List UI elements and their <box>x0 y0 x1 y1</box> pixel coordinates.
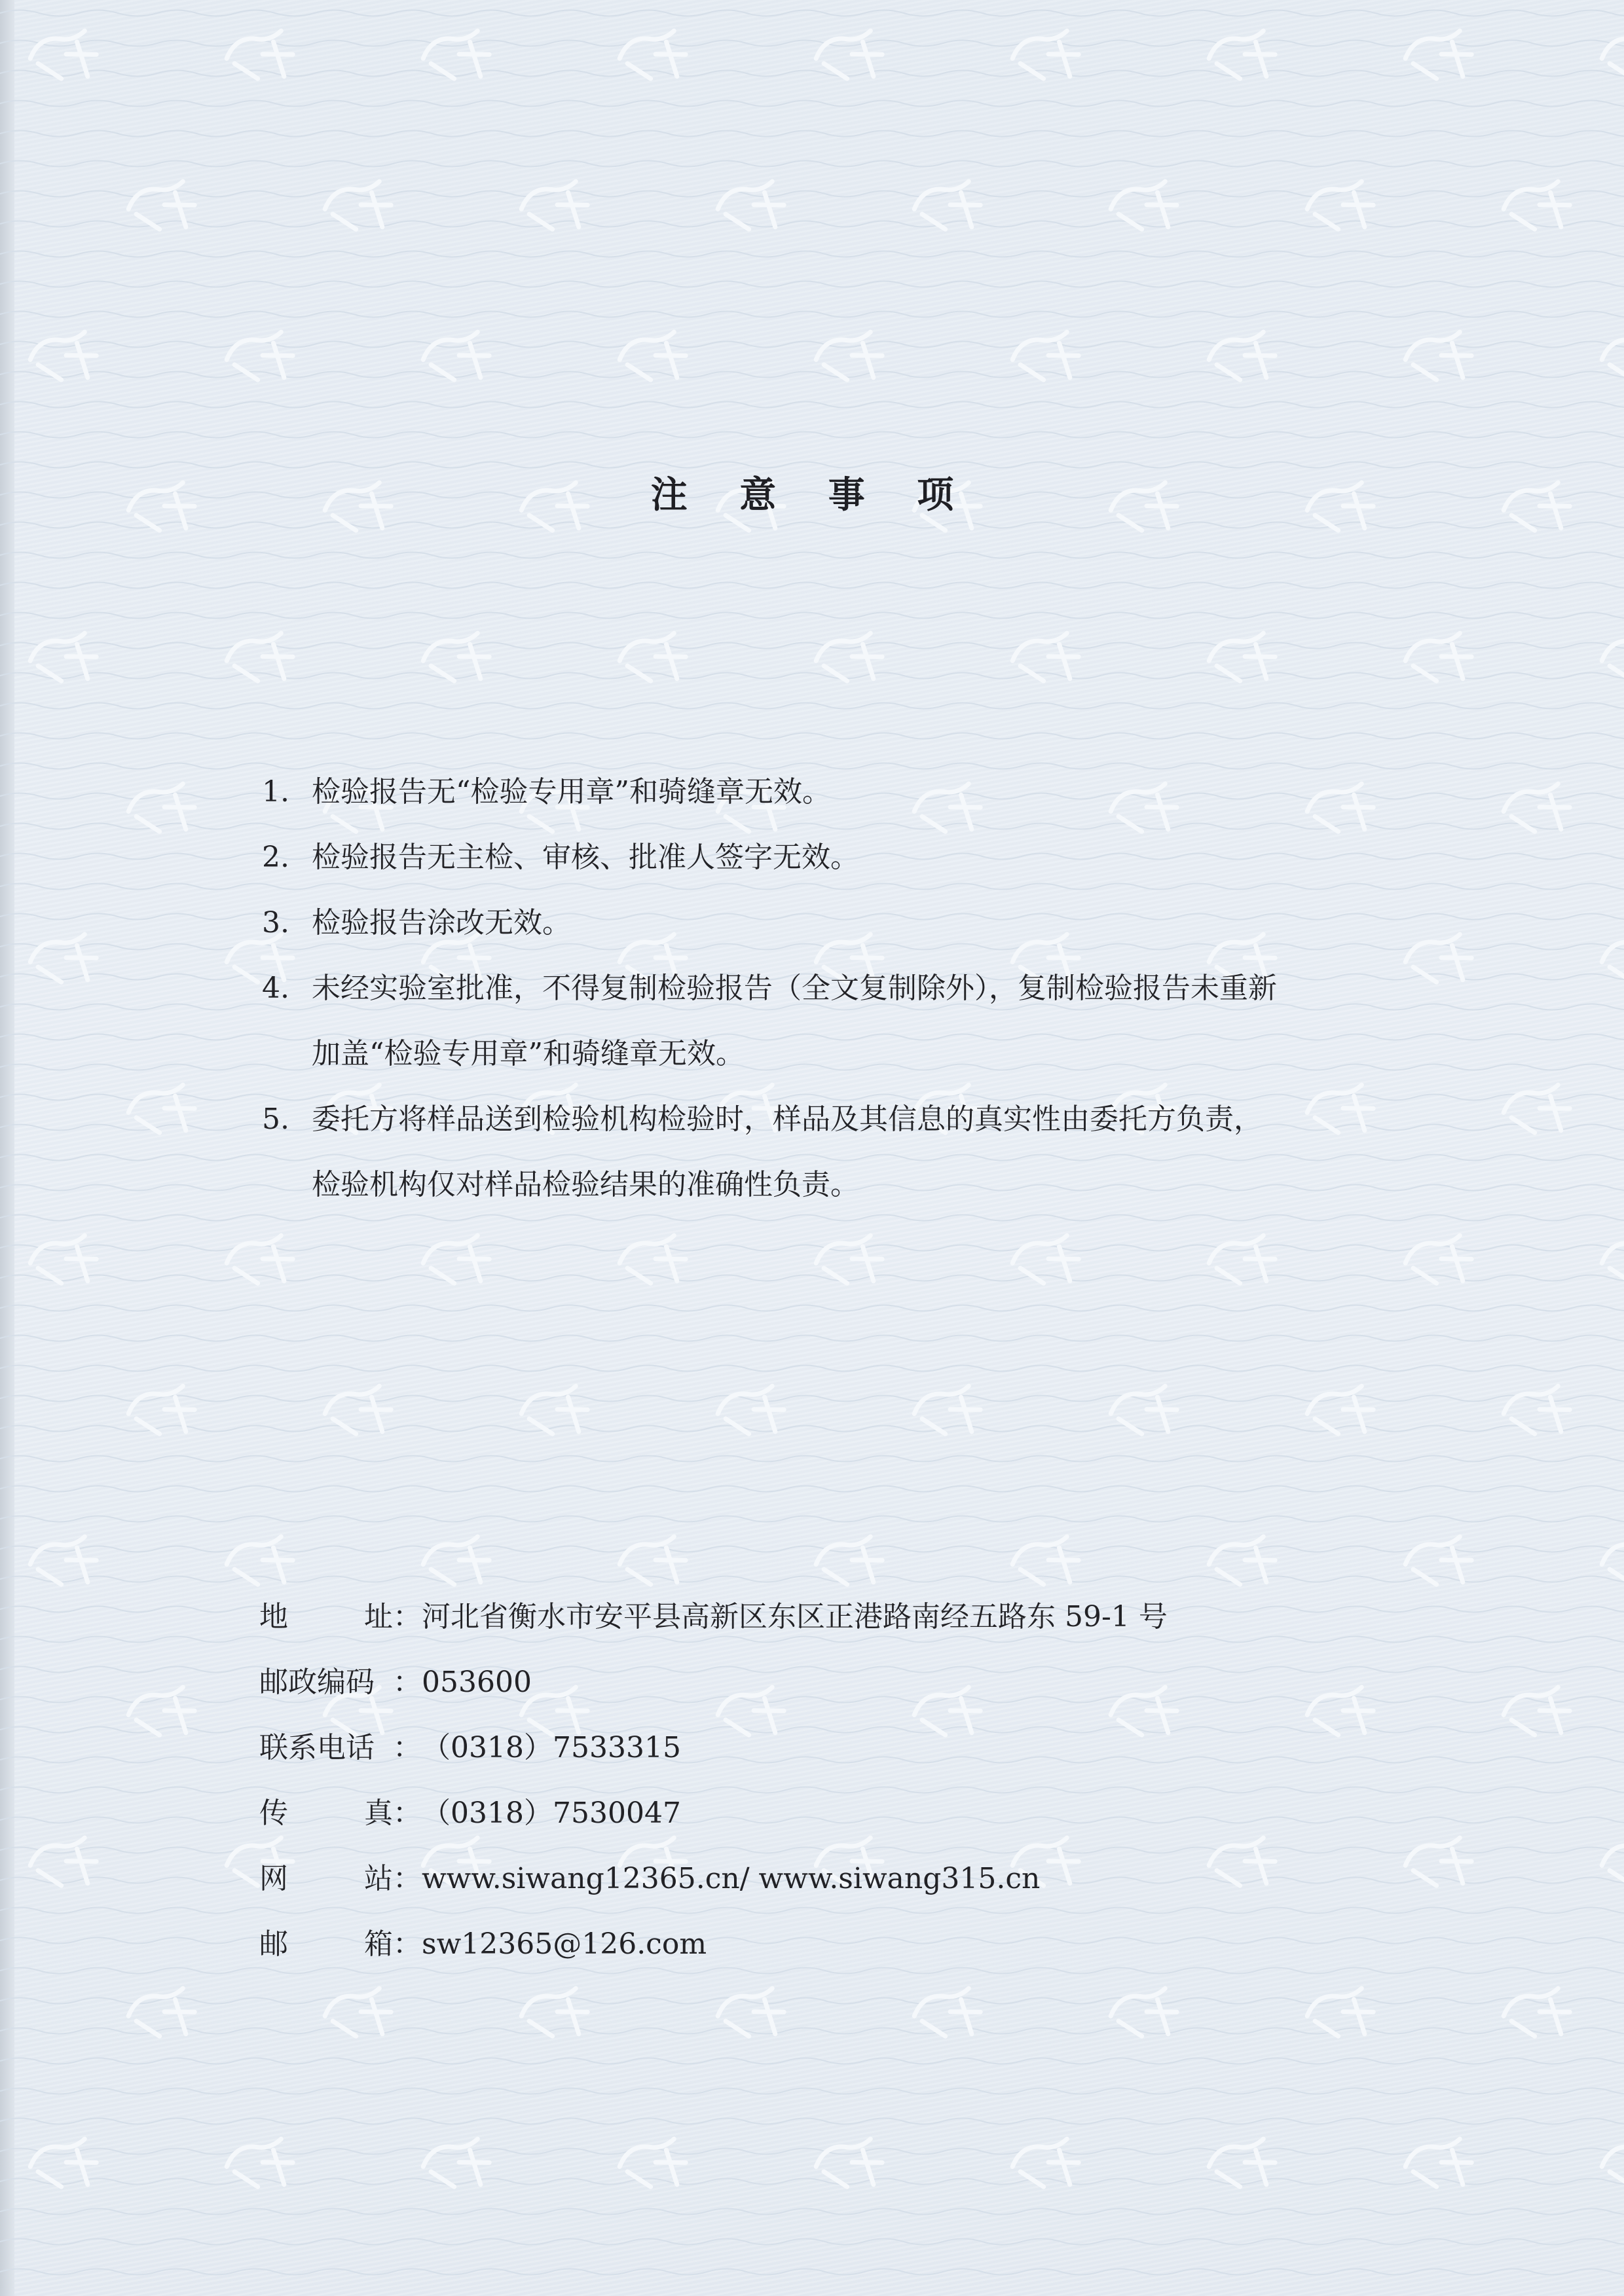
watermark-emblem-icon <box>1009 632 1082 689</box>
contact-label: 地 址： <box>259 1600 422 1633</box>
contact-website <box>259 1846 1438 1912</box>
contact-address <box>259 1584 1438 1650</box>
watermark-emblem-icon <box>616 331 690 388</box>
watermark-emblem-icon <box>813 2138 886 2195</box>
watermark-emblem-icon <box>1206 2138 1279 2195</box>
watermark-emblem-icon <box>1500 180 1574 238</box>
watermark-emblem-icon <box>1107 1385 1181 1442</box>
watermark-wave-line <box>0 191 1624 197</box>
contact-postcode <box>259 1650 1438 1715</box>
watermark-emblem-icon <box>420 331 493 388</box>
watermark-wave-line <box>0 583 1624 589</box>
note-number: 1. <box>262 775 289 809</box>
watermark-emblem-icon <box>125 1385 198 1442</box>
notes-list <box>262 759 1428 1218</box>
watermark-emblem-icon <box>1206 29 1279 87</box>
watermark-wave-line <box>0 643 1624 649</box>
note-line: 检验报告无“检验专用章”和骑缝章无效。 <box>312 775 831 809</box>
watermark-wave-line <box>0 432 1624 438</box>
watermark-wave-line <box>0 1426 1624 1432</box>
page-title: 注 意 事 项 <box>650 474 974 517</box>
watermark-emblem-icon <box>1598 933 1624 991</box>
watermark-wave-line <box>0 1305 1624 1311</box>
contact-value: sw12365@126.com <box>422 1927 707 1961</box>
watermark-wave-line <box>0 673 1624 679</box>
note-number: 5. <box>262 1102 289 1136</box>
watermark-emblem-icon <box>616 2138 690 2195</box>
watermark-emblem-icon <box>518 1987 591 2045</box>
watermark-wave-line <box>0 1396 1624 1402</box>
watermark-wave-line <box>0 1456 1624 1462</box>
watermark-emblem-icon <box>125 1987 198 2045</box>
watermark-wave-line <box>0 522 1624 528</box>
watermark-wave-line <box>0 1336 1624 1341</box>
watermark-emblem-icon <box>1304 1385 1377 1442</box>
watermark-emblem-icon <box>1009 2138 1082 2195</box>
watermark-emblem-icon <box>420 1234 493 1292</box>
contact-fax <box>259 1781 1438 1846</box>
note-item <box>262 890 1428 956</box>
watermark-wave-line <box>0 372 1624 378</box>
watermark-wave-line <box>0 221 1624 227</box>
watermark-emblem-icon <box>714 1385 788 1442</box>
watermark-emblem-icon <box>322 1987 395 2045</box>
scan-edge <box>0 0 14 2296</box>
watermark-emblem-icon <box>1009 331 1082 388</box>
contact-value: 河北省衡水市安平县高新区东区正港路南经五路东 59-1 号 <box>422 1600 1168 1633</box>
watermark-wave-line <box>0 41 1624 46</box>
contact-value: 053600 <box>422 1666 532 1699</box>
watermark-emblem-icon <box>1402 331 1475 388</box>
watermark-emblem-icon <box>1598 331 1624 388</box>
watermark-wave-line <box>0 1366 1624 1372</box>
watermark-emblem-icon <box>1402 2138 1475 2195</box>
watermark-wave-line <box>0 2058 1624 2064</box>
watermark-wave-line <box>0 342 1624 348</box>
watermark-wave-line <box>0 71 1624 77</box>
watermark-emblem-icon <box>1206 632 1279 689</box>
watermark-wave-line <box>0 1998 1624 2004</box>
note-number: 3. <box>262 906 289 939</box>
contact-label: 传 真： <box>259 1796 422 1830</box>
watermark-emblem-icon <box>1304 1987 1377 2045</box>
watermark-emblem-icon <box>1402 632 1475 689</box>
note-line: 未经实验室批准，不得复制检验报告（全文复制除外），复制检验报告未重新 <box>312 972 1277 1005</box>
contact-value: （0318）7530047 <box>422 1796 681 1830</box>
watermark-wave-line <box>0 1576 1624 1582</box>
watermark-emblem-icon <box>1500 1987 1574 2045</box>
watermark-wave-line <box>0 703 1624 709</box>
watermark-wave-line <box>0 733 1624 739</box>
watermark-emblem-icon <box>813 29 886 87</box>
watermark-emblem-icon <box>813 331 886 388</box>
note-line: 检验报告无主检、审核、批准人签字无效。 <box>312 841 859 874</box>
watermark-wave-line <box>0 2209 1624 2215</box>
note-item <box>262 1087 1428 1218</box>
watermark-emblem-icon <box>616 632 690 689</box>
watermark-wave-line <box>0 161 1624 167</box>
watermark-emblem-icon <box>1402 29 1475 87</box>
watermark-emblem-icon <box>1107 1987 1181 2045</box>
watermark-wave-line <box>0 1546 1624 1552</box>
watermark-emblem-icon <box>420 632 493 689</box>
note-item <box>262 825 1428 890</box>
watermark-emblem-icon <box>322 180 395 238</box>
watermark-emblem-icon <box>223 632 297 689</box>
watermark-emblem-icon <box>1009 29 1082 87</box>
watermark-emblem-icon <box>27 2138 100 2195</box>
watermark-emblem-icon <box>518 1385 591 1442</box>
watermark-emblem-icon <box>911 1385 984 1442</box>
note-line: 委托方将样品送到检验机构检验时，样品及其信息的真实性由委托方负责， <box>312 1102 1263 1136</box>
watermark-emblem-icon <box>322 1385 395 1442</box>
watermark-wave-line <box>0 1486 1624 1492</box>
watermark-emblem-icon <box>27 1234 100 1292</box>
watermark-emblem-icon <box>714 1987 788 2045</box>
watermark-wave-line <box>0 282 1624 287</box>
contact-email <box>259 1912 1438 1977</box>
watermark-emblem-icon <box>813 1234 886 1292</box>
watermark-emblem-icon <box>1107 180 1181 238</box>
watermark-wave-line <box>0 2149 1624 2155</box>
contact-label: 网 站： <box>259 1862 422 1895</box>
watermark-emblem-icon <box>27 331 100 388</box>
watermark-emblem-icon <box>1598 29 1624 87</box>
watermark-emblem-icon <box>1402 1234 1475 1292</box>
watermark-wave-line <box>0 1275 1624 1281</box>
note-text <box>312 890 1428 956</box>
watermark-emblem-icon <box>125 180 198 238</box>
note-number: 2. <box>262 841 289 874</box>
watermark-emblem-icon <box>1598 2138 1624 2195</box>
note-text <box>312 1087 1428 1218</box>
watermark-emblem-icon <box>1598 1535 1624 1593</box>
watermark-emblem-icon <box>1206 331 1279 388</box>
watermark-wave-line <box>0 2028 1624 2034</box>
watermark-emblem-icon <box>27 933 100 991</box>
note-text <box>312 956 1428 1087</box>
contact-value: （0318）7533315 <box>422 1731 681 1764</box>
watermark-emblem-icon <box>1598 1234 1624 1292</box>
watermark-wave-line <box>0 131 1624 137</box>
watermark-emblem-icon <box>1304 180 1377 238</box>
watermark-wave-line <box>0 2269 1624 2275</box>
watermark-emblem-icon <box>223 1234 297 1292</box>
watermark-emblem-icon <box>1009 1234 1082 1292</box>
contact-label: 邮 箱： <box>259 1927 422 1961</box>
watermark-emblem-icon <box>1598 632 1624 689</box>
watermark-emblem-icon <box>1206 1234 1279 1292</box>
watermark-emblem-icon <box>223 2138 297 2195</box>
contact-info <box>259 1584 1438 1977</box>
watermark-wave-line <box>0 1245 1624 1251</box>
note-text <box>312 759 1428 825</box>
watermark-emblem-icon <box>27 1836 100 1894</box>
note-line: 加盖“检验专用章”和骑缝章无效。 <box>312 1037 745 1070</box>
note-number: 4. <box>262 972 289 1005</box>
watermark-emblem-icon <box>27 29 100 87</box>
watermark-wave-line <box>0 2179 1624 2185</box>
watermark-emblem-icon <box>125 1084 198 1141</box>
watermark-emblem-icon <box>1598 1836 1624 1894</box>
note-text <box>312 825 1428 890</box>
watermark-emblem-icon <box>27 1535 100 1593</box>
watermark-wave-line <box>0 2239 1624 2245</box>
watermark-emblem-icon <box>911 180 984 238</box>
watermark-wave-line <box>0 251 1624 257</box>
watermark-wave-line <box>0 312 1624 318</box>
watermark-emblem-icon <box>714 180 788 238</box>
watermark-emblem-icon <box>420 29 493 87</box>
watermark-emblem-icon <box>1500 1084 1574 1141</box>
watermark-emblem-icon <box>125 1686 198 1743</box>
watermark-wave-line <box>0 2088 1624 2094</box>
contact-value: www.siwang12365.cn/ www.siwang315.cn <box>422 1862 1041 1895</box>
watermark-emblem-icon <box>223 29 297 87</box>
watermark-emblem-icon <box>616 1234 690 1292</box>
watermark-emblem-icon <box>1500 1686 1574 1743</box>
watermark-wave-line <box>0 613 1624 619</box>
watermark-emblem-icon <box>125 782 198 840</box>
watermark-wave-line <box>0 1516 1624 1522</box>
watermark-emblem-icon <box>813 632 886 689</box>
contact-label: 邮政编码 ： <box>259 1666 422 1699</box>
note-line: 检验报告涂改无效。 <box>312 906 571 939</box>
contact-phone <box>259 1715 1438 1781</box>
note-item <box>262 956 1428 1087</box>
note-item <box>262 759 1428 825</box>
watermark-emblem-icon <box>1500 1385 1574 1442</box>
watermark-emblem-icon <box>616 29 690 87</box>
watermark-wave-line <box>0 10 1624 16</box>
watermark-emblem-icon <box>518 180 591 238</box>
watermark-emblem-icon <box>911 1987 984 2045</box>
watermark-wave-line <box>0 402 1624 408</box>
watermark-wave-line <box>0 553 1624 558</box>
watermark-wave-line <box>0 101 1624 107</box>
watermark-emblem-icon <box>223 331 297 388</box>
watermark-emblem-icon <box>27 632 100 689</box>
watermark-emblem-icon <box>1500 782 1574 840</box>
watermark-wave-line <box>0 2119 1624 2124</box>
note-line: 检验机构仅对样品检验结果的准确性负责。 <box>312 1168 859 1201</box>
watermark-emblem-icon <box>420 2138 493 2195</box>
contact-label: 联系电话 ： <box>259 1731 422 1764</box>
